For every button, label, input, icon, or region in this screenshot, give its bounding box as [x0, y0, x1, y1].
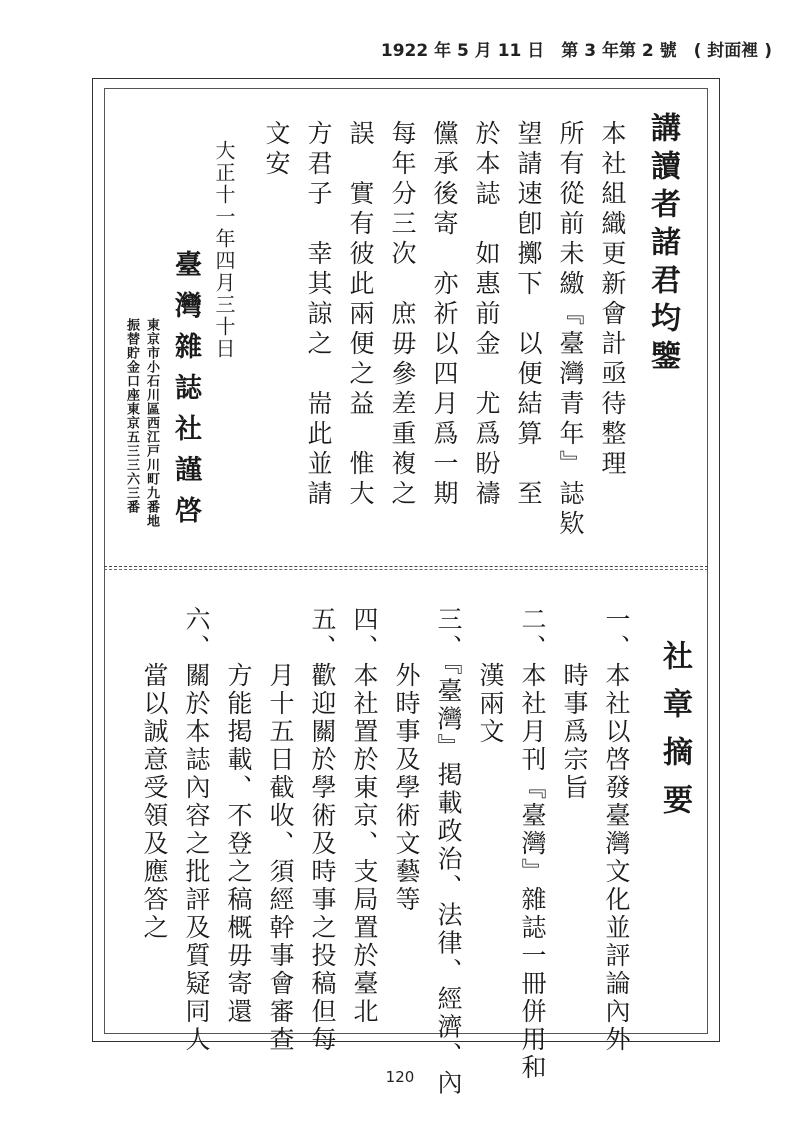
charter-line: 當以誠意受領及應答之 — [140, 606, 169, 942]
notice-date: 大正十一年四月三十日 — [212, 140, 236, 360]
charter-line: 月十五日截收、須經幹事會審查 — [266, 606, 295, 1054]
charter-title: 社章摘要 — [657, 640, 692, 832]
page-number: 120 — [385, 1068, 415, 1086]
charter-line: 六、關於本誌內容之批評及質疑同人 — [182, 606, 211, 1054]
page-header: 1922 年 5 月 11 日 第 3 年第 2 號 ( 封面裡 ) — [380, 41, 772, 61]
notice-line: 每年分三次 庶毋參差重複之 — [388, 120, 417, 510]
charter-line: 外時事及學術文藝等 — [392, 606, 421, 914]
charter-line: 時事爲宗旨 — [560, 606, 589, 802]
notice-signature: 臺灣雜誌社謹啓 — [170, 250, 201, 537]
notice-line: 文安 — [262, 120, 291, 180]
charter-line: 二、本社月刊『臺灣』雜誌一冊併用和 — [518, 606, 547, 1082]
notice-line: 方君子 幸其諒之 耑此並請 — [304, 120, 333, 510]
notice-line: 誤 實有彼此兩便之益 惟大 — [346, 120, 375, 510]
notice-line: 所有從前未繳『臺灣青年』誌欵 — [556, 120, 585, 540]
notice-line: 望請速卽擲下 以便結算 至 — [514, 120, 543, 510]
notice-line: 本社組織更新會計亟待整理 — [598, 120, 627, 480]
charter-line: 四、本社置於東京、支局置於臺北 — [350, 606, 379, 1026]
notice-address: 東京市小石川區西江戸川町九番地 — [144, 318, 159, 528]
charter-line: 漢兩文 — [476, 606, 505, 746]
notice-line: 於本誌 如惠前金 尤爲盼禱 — [472, 120, 501, 510]
charter-line: 五、歡迎關於學術及時事之投稿但每 — [308, 606, 337, 1054]
notice-title: 講讀者諸君均鑒 — [645, 112, 680, 378]
charter-line: 三、『臺灣』掲載政治、法律、經濟、內 — [434, 606, 463, 1098]
notice-account: 振替貯金口座東京五三三六三番 — [124, 318, 139, 514]
notice-line: 儻承後寄 亦祈以四月爲一期 — [430, 120, 459, 510]
charter-line: 一、本社以啓發臺灣文化並評論內外 — [602, 606, 631, 1054]
section-divider-secondary — [104, 569, 708, 570]
section-divider — [104, 566, 708, 567]
charter-line: 方能掲載、不登之稿概毋寄還 — [224, 606, 253, 1026]
